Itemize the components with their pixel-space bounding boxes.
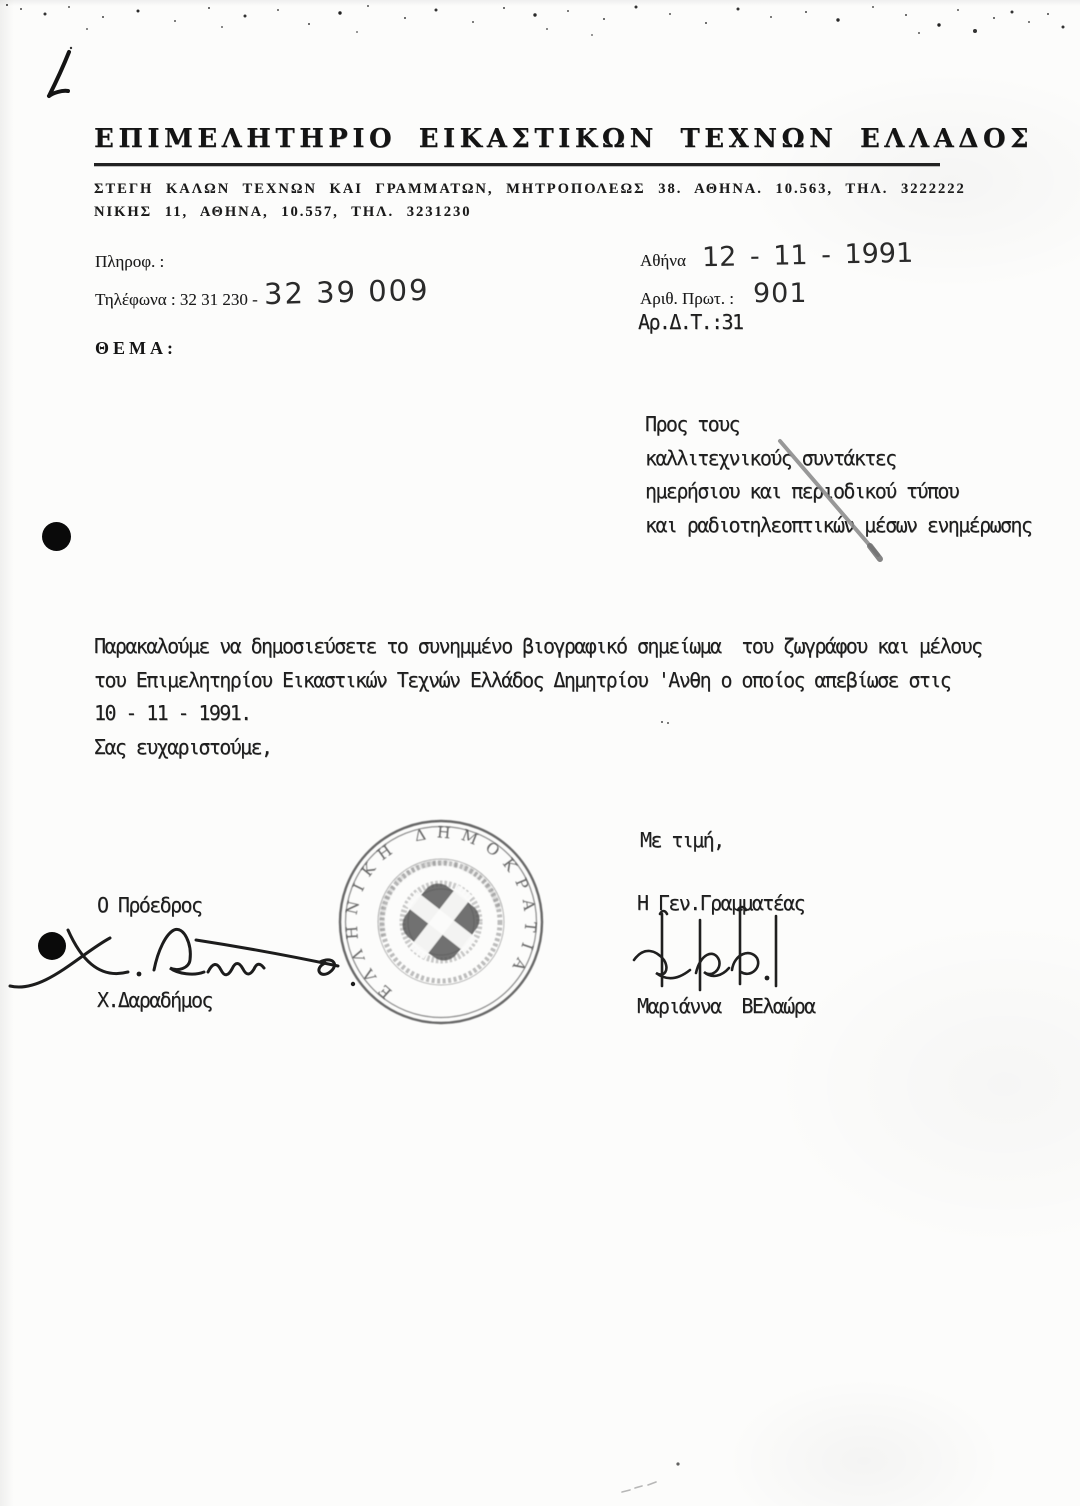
protocol-label: Αριθ. Πρωτ. : <box>640 289 734 308</box>
letter-body <box>94 630 982 764</box>
divider-line <box>94 163 940 166</box>
stamp-outer-text: ΕΛΛΗΝΙΚΗ ΔΗΜΟΚΡΑΤΙΑ <box>342 823 540 1002</box>
org-address-line2: ΝΙΚΗΣ 11, ΑΘΗΝΑ, 10.557, ΤΗΛ. 3231230 <box>94 204 472 220</box>
recipient-line: καλλιτεχνικούς συντάκτες <box>645 445 896 470</box>
official-round-stamp <box>336 816 548 1030</box>
scan-noise-band <box>6 4 8 6</box>
black-dot-marker <box>42 522 71 551</box>
subject-label: ΘΕΜΑ: <box>95 338 177 358</box>
org-address-line1: ΣΤΕΓΗ ΚΑΛΩΝ ΤΕΧΝΩΝ ΚΑΙ ΓΡΑΜΜΑΤΩΝ, ΜΗΤΡΟΠΟΛΕΩΣ 38. ΑΘΗΝΑ. 10.563, ΤΗΛ. 3222222 <box>94 181 966 197</box>
ink-speck <box>661 721 663 723</box>
body-line: Παρακαλούμε να δημοσιεύσετε το συνημμένο βιογραφικό σημείωμα του ζωγράφου και μέλους <box>94 634 982 658</box>
secretary-title: Η Γεν.Γραμματέας <box>637 891 805 915</box>
city-label: Αθήνα <box>640 251 686 270</box>
recipient-line: και ραδιοτηλεοπτικών μέσων ενημέρωσης <box>645 512 1032 537</box>
org-title: ΕΠΙΜΕΛΗΤΗΡΙΟ ΕΙΚΑΣΤΙΚΩΝ ΤΕΧΝΩΝ ΕΛΛΑΔΟΣ <box>94 124 1033 154</box>
recipient-line: Προς τους <box>645 412 739 436</box>
info-label: Πληροφ. : <box>95 252 165 271</box>
phones-handwritten: 32 39 009 <box>263 272 431 312</box>
president-name: Χ.Δαραδήμος <box>97 988 212 1012</box>
body-line: του Επιμελητηρίου Εικαστικών Τεχνών Ελλάδος Δημητρίου 'Ανθη ο οποίος απεβίωσε στις <box>94 667 951 692</box>
body-line: 10 - 11 - 1991. <box>94 701 251 725</box>
closing-salutation: Με τιμή, <box>640 828 724 852</box>
phones-label: Τηλέφωνα : 32 31 230 - <box>95 290 258 309</box>
recipient-line: ημερήσιου και περιοδικού τύπου <box>645 479 959 503</box>
secretary-name: Μαριάννα ΒΕλαώρα <box>637 994 815 1018</box>
president-title: Ο Πρόεδρος <box>97 893 202 917</box>
pen-stroke-diagonal <box>770 433 895 573</box>
handwritten-page-mark <box>38 46 88 108</box>
protocol-number-handwritten: 901 <box>753 278 808 309</box>
pencil-marks-bottom <box>612 1452 702 1502</box>
body-line: Σας ευχαριστούμε, <box>94 734 272 759</box>
stamp-inner-text: ΥΠΟΥΡΓΕΙΟ ΠΟΛΙΤΙΣΜΟΥ & ΕΠΙΣΤΗΜΩΝ <box>377 859 503 938</box>
date-handwritten: 12 - 11 - 1991 <box>701 237 914 274</box>
adt-line: Αρ.Δ.Τ.:31 <box>638 310 743 334</box>
